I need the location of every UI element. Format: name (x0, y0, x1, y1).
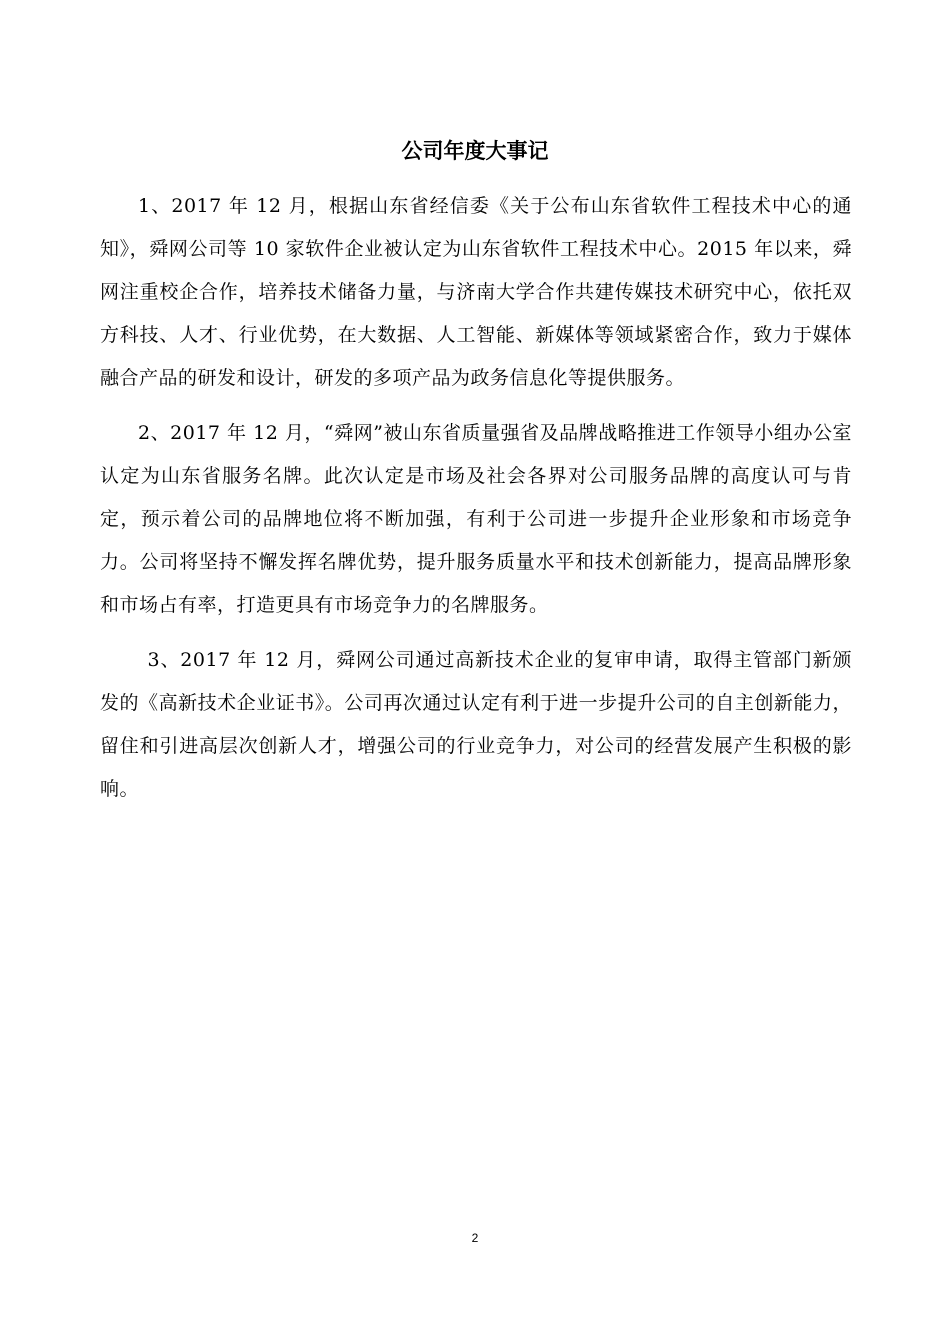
page-title: 公司年度大事记 (401, 139, 549, 163)
document-body (100, 185, 852, 823)
paragraph-3: 3、2017 年 12 月，舜网公司通过高新技术企业的复审申请，取得主管部门新颁发的《高新技术企业证书》。公司再次通过认定有利于进一步提升公司的自主创新能力，留住和引进高层次创新人才，增强公司的行业竞争力，对公司的经营发展产生积极的影响。 (100, 649, 852, 800)
page-number: 2 (471, 1231, 479, 1245)
paragraph-2: 2、2017 年 12 月，“舜网”被山东省质量强省及品牌战略推进工作领导小组办公室认定为山东省服务名牌。此次认定是市场及社会各界对公司服务品牌的高度认可与肯定，预示着公司的品牌地位将不断加强，有利于公司进一步提升企业形象和市场竞争力。公司将坚持不懈发挥名牌优势，提升服务质量水平和技术创新能力，提高品牌形象和市场占有率，打造更具有市场竞争力的名牌服务。 (100, 422, 852, 616)
paragraph-1: 1、2017 年 12 月，根据山东省经信委《关于公布山东省软件工程技术中心的通知》，舜网公司等 10 家软件企业被认定为山东省软件工程技术中心。2015 年以来，舜网注重校企合作，培养技术储备力量，与济南大学合作共建传媒技术研究中心，依托双方科技、人才、行业优势，在大数据、人工智能、新媒体等领域紧密合作，致力于媒体融合产品的研发和设计，研发的多项产品为政务信息化等提供服务。 (100, 195, 852, 389)
